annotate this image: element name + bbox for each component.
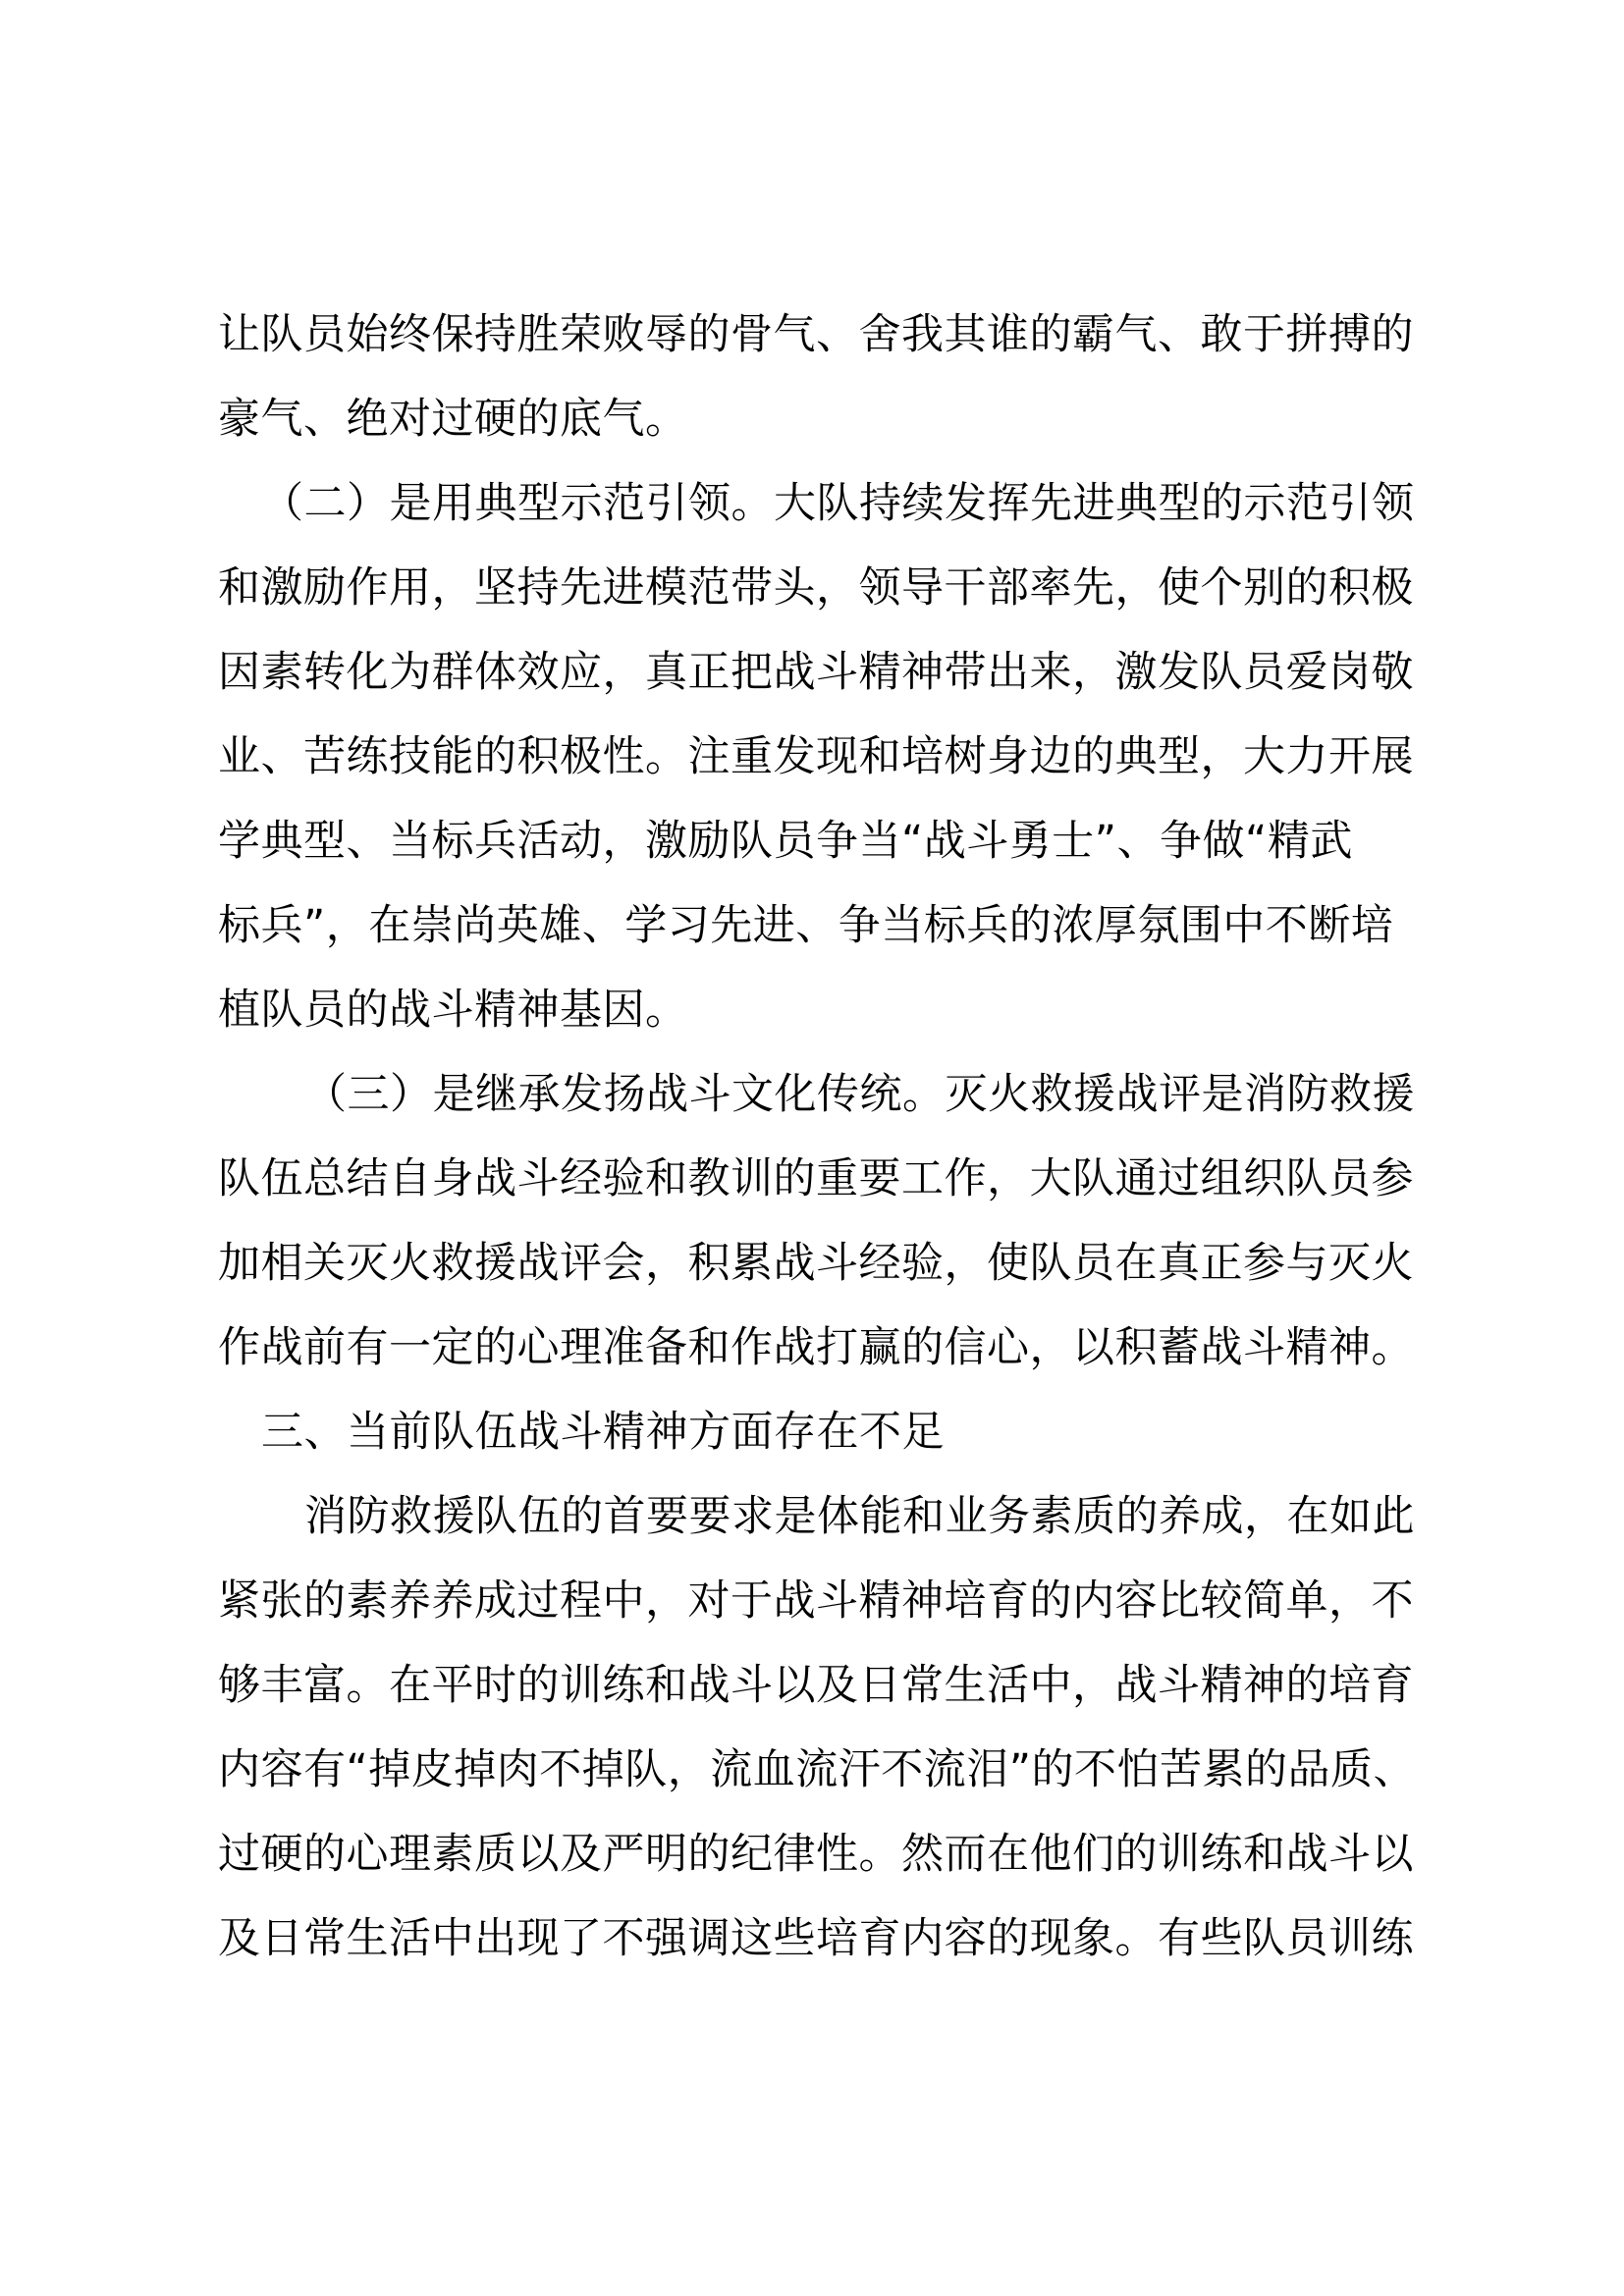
paragraph-line: 植队员的战斗精神基因。 [218,986,688,1035]
paragraph-line: 业、苦练技能的积极性。注重发现和培树身边的典型，大力开展 [218,732,1414,781]
document-page [218,293,1432,1981]
paragraph-line: 消防救援队伍的首要要求是体能和业务素质的养成，在如此 [304,1492,1415,1541]
section-heading-3: （三）是继承发扬战斗文化传统。灭火救援战评是消防救援 [304,1070,1415,1119]
paragraph-line: 标兵”，在崇尚英雄、学习先进、争当标兵的浓厚氛围中不断培 [218,901,1394,950]
paragraph-line: 及日常生活中出现了不强调这些培育内容的现象。有些队员训练 [218,1914,1414,1963]
paragraph-line: 让队员始终保持胜荣败辱的骨气、舍我其谁的霸气、敢于拼搏的 [218,310,1414,359]
paragraph-line: 队伍总结自身战斗经验和教训的重要工作，大队通过组织队员参 [218,1154,1414,1203]
paragraph-line: 加相关灭火救援战评会，积累战斗经验，使队员在真正参与灭火 [218,1239,1414,1288]
paragraph-line: 豪气、绝对过硬的底气。 [218,395,688,444]
chapter-heading: 三、当前队伍战斗精神方面存在不足 [261,1408,945,1457]
section-heading-2: （二）是用典型示范引领。大队持续发挥先进典型的示范引领 [261,479,1415,528]
paragraph-line: 因素转化为群体效应，真正把战斗精神带出来，激发队员爱岗敬 [218,648,1414,697]
paragraph-line: 和激励作用，坚持先进模范带头，领导干部率先，使个别的积极 [218,563,1414,613]
paragraph-line: 过硬的心理素质以及严明的纪律性。然而在他们的训练和战斗以 [218,1830,1414,1879]
paragraph-line: 紧张的素养养成过程中，对于战斗精神培育的内容比较简单，不 [218,1576,1414,1626]
paragraph-line: 内容有“掉皮掉肉不掉队，流血流汗不流泪”的不怕苦累的品质、 [218,1745,1417,1794]
paragraph-line: 作战前有一定的心理准备和作战打赢的信心，以积蓄战斗精神。 [218,1323,1414,1372]
paragraph-line: 够丰富。在平时的训练和战斗以及日常生活中，战斗精神的培育 [218,1661,1414,1710]
paragraph-line: 学典型、当标兵活动，激励队员争当“战斗勇士”、争做“精武 [218,817,1353,866]
